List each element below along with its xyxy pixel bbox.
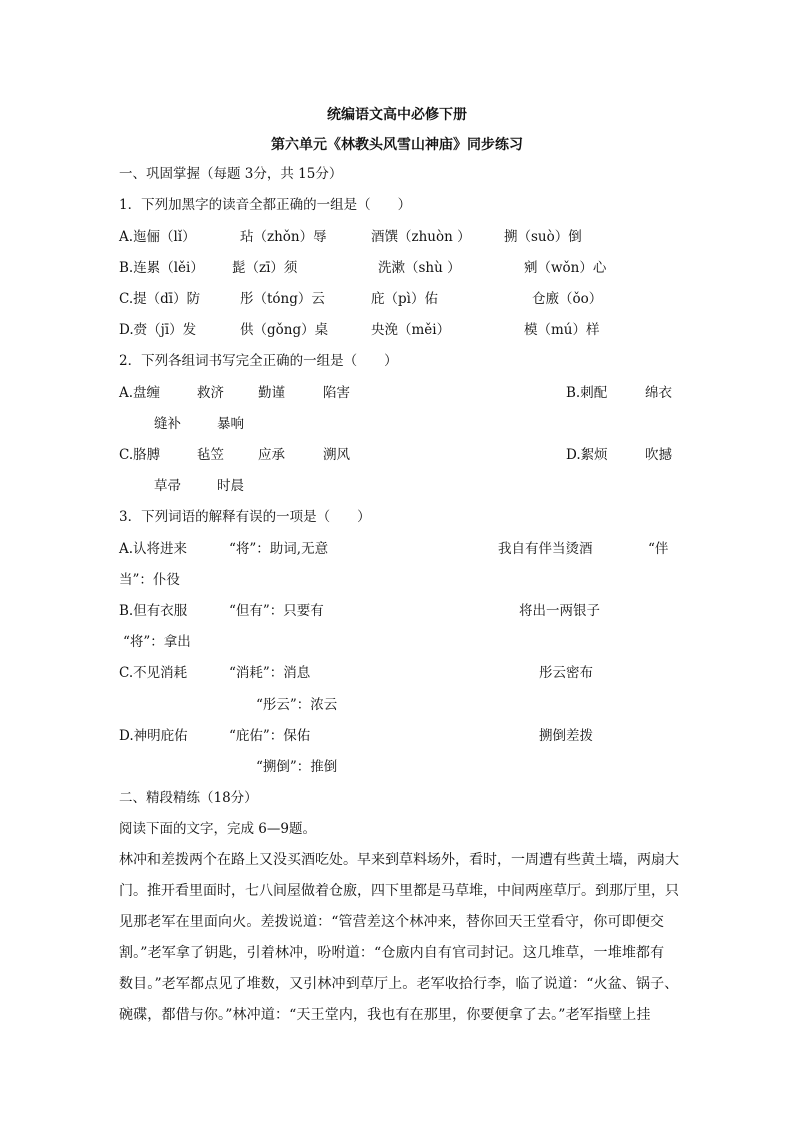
q1-option-d-word-2: 供（gǒng）桌 xyxy=(240,322,329,338)
section-heading-1: 一、巩固掌握（每题 3分，共 15分） xyxy=(119,166,343,182)
q3-option-a-term: A.认将进来 xyxy=(119,541,188,557)
q2-option-b-word-3: 缝补 xyxy=(154,416,181,432)
passage-line-3: 见那老军在里面向火。差拨说道：“管营差这个林冲来，替你回天王堂看守，你可即便交 xyxy=(119,914,665,930)
q3-option-d-term-2: 搠倒差拨 xyxy=(539,728,593,744)
q2-option-d-word-3: 草帚 xyxy=(154,478,181,494)
q3-option-a-note-2-end: 当”：仆役 xyxy=(119,572,180,588)
q1-option-a-word-1: A.迤俪（lǐ） xyxy=(119,229,196,245)
q3-option-d-term: D.神明庇佑 xyxy=(119,728,188,744)
q1-option-b-word-3: 洗漱（shù ） xyxy=(378,260,461,276)
q2-option-b-word-1: B.刺配 xyxy=(566,385,608,401)
document-subtitle: 第六单元《林教头风雪山神庙》同步练习 xyxy=(271,137,523,153)
q3-option-c-note-2: “彤云”：浓云 xyxy=(256,697,338,713)
q2-option-a-word-2: 救济 xyxy=(197,385,224,401)
question-2-stem: 2．下列各组词书写完全正确的一组是（ ） xyxy=(119,353,398,369)
q2-option-c-word-1: C.胳膊 xyxy=(119,447,161,463)
reading-instruction: 阅读下面的文字，完成 6—9题。 xyxy=(119,821,316,837)
q3-option-b-note: “但有”：只要有 xyxy=(229,603,324,619)
q2-option-c-word-4: 溯风 xyxy=(323,447,350,463)
passage-line-5: 数目。”老军都点见了堆数，又引林冲到草厅上。老军收拾行李，临了说道：“火盆、锅子、 xyxy=(119,976,679,992)
section-heading-2: 二、精段精练（18分） xyxy=(119,790,258,806)
q3-option-a-term-2: 我自有伴当烫酒 xyxy=(498,541,593,557)
q1-option-c-word-2: 彤（tóng）云 xyxy=(240,291,325,307)
q1-option-b-word-2: 髭（zī）须 xyxy=(232,260,298,276)
q2-option-d-word-2: 吹撼 xyxy=(645,447,672,463)
q1-option-b-word-1: B.连累（lěi） xyxy=(119,260,204,276)
question-1-stem: 1．下列加黑字的读音全都正确的一组是（ ） xyxy=(119,197,412,213)
question-3-stem: 3．下列词语的解释有误的一项是（ ） xyxy=(119,509,371,525)
q3-option-c-term: C.不见消耗 xyxy=(119,665,188,681)
q3-option-a-note: “将”：助词,无意 xyxy=(229,541,329,557)
passage-line-6: 碗碟，都借与你。”林冲道：“天王堂内，我也有在那里，你要便拿了去。”老军指壁上挂 xyxy=(119,1007,651,1023)
q2-option-a-word-4: 陷害 xyxy=(323,385,350,401)
q1-option-b-word-4: 剜（wǒn）心 xyxy=(524,260,607,276)
passage-line-2: 门。推开看里面时，七八间屋做着仓廒，四下里都是马草堆，中间两座草厅。到那厅里，只 xyxy=(119,883,679,899)
q2-option-b-word-2: 绵衣 xyxy=(645,385,672,401)
passage-line-4: 割。”老军拿了钥匙，引着林冲，吩咐道：“仓廒内自有官司封记。这几堆草，一堆堆都有 xyxy=(119,945,665,961)
q3-option-b-term-2: 将出一两银子 xyxy=(519,603,600,619)
q3-option-d-note: “庇佑”：保佑 xyxy=(229,728,311,744)
q1-option-c-word-3: 庇（pì）佑 xyxy=(371,291,438,307)
q1-option-a-word-3: 酒馔（zhuòn ） xyxy=(371,229,471,245)
q1-option-c-word-1: C.提（dī）防 xyxy=(119,291,201,307)
q2-option-d-word-4: 时晨 xyxy=(217,478,244,494)
q1-option-d-word-3: 央浼（měi） xyxy=(371,322,451,338)
passage-line-1: 林冲和差拨两个在路上又没买酒吃处。早来到草料场外，看时，一周遭有些黄土墙，两扇大 xyxy=(119,852,679,868)
q1-option-a-word-4: 搠（suò）倒 xyxy=(504,229,582,245)
q2-option-d-word-1: D.絮烦 xyxy=(566,447,608,463)
q1-option-c-word-4: 仓廒（ǒo） xyxy=(532,291,603,307)
q1-option-d-word-4: 模（mú）样 xyxy=(524,322,600,338)
q2-option-a-word-1: A.盘缠 xyxy=(119,385,161,401)
q2-option-a-word-3: 勤谨 xyxy=(258,385,285,401)
q2-option-c-word-3: 应承 xyxy=(258,447,285,463)
q3-option-b-term: B.但有衣服 xyxy=(119,603,188,619)
document-title: 统编语文高中必修下册 xyxy=(327,107,467,123)
q3-option-a-note-2-start: “伴 xyxy=(648,541,669,557)
q3-option-d-note-2: “搠倒”：推倒 xyxy=(256,759,338,775)
q2-option-b-word-4: 暴响 xyxy=(217,416,244,432)
q3-option-c-note: “消耗”：消息 xyxy=(229,665,311,681)
q2-option-c-word-2: 毡笠 xyxy=(197,447,224,463)
q1-option-d-word-1: D.赍（jī）发 xyxy=(119,322,197,338)
q3-option-c-term-2: 彤云密布 xyxy=(539,665,593,681)
q3-option-b-note-2: “将”：拿出 xyxy=(123,634,191,650)
q1-option-a-word-2: 玷（zhǒn）辱 xyxy=(240,229,327,245)
